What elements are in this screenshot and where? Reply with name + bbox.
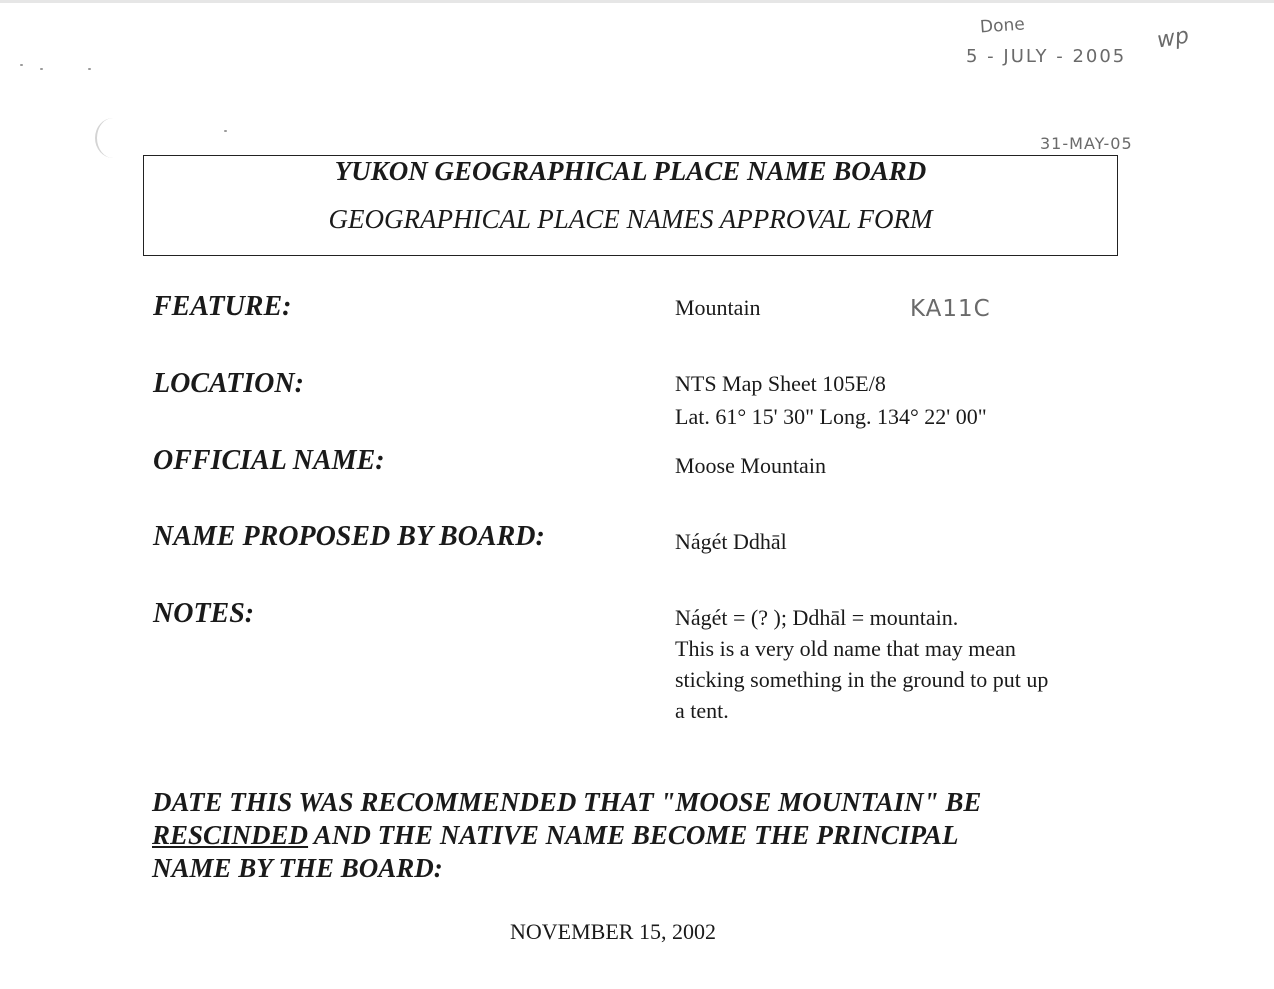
proposed-name-label: NAME PROPOSED BY BOARD:: [153, 521, 545, 552]
scan-speck: [20, 64, 23, 66]
scan-speck: [40, 68, 43, 70]
notes-line: a tent.: [675, 698, 729, 723]
board-title: YUKON GEOGRAPHICAL PLACE NAME BOARD: [334, 156, 927, 186]
proposed-name-value: Nágét Ddhāl: [675, 529, 787, 554]
handwritten-done-note: Done: [979, 14, 1026, 38]
scan-speck: [88, 68, 91, 70]
notes-line: Nágét = (? ); Ddhāl = mountain.: [675, 605, 959, 630]
official-name-label: OFFICIAL NAME:: [153, 445, 385, 476]
recommendation-line-rest: AND THE NATIVE NAME BECOME THE PRINCIPAL: [308, 820, 959, 850]
location-map-sheet: NTS Map Sheet 105E/8: [675, 371, 886, 396]
notes-line: sticking something in the ground to put up: [675, 667, 1049, 692]
official-name-value: Moose Mountain: [675, 453, 826, 478]
punch-hole-mark: [95, 118, 131, 158]
location-coordinates: Lat. 61° 15' 30" Long. 134° 22' 00": [675, 404, 987, 429]
recommendation-line: DATE THIS WAS RECOMMENDED THAT "MOOSE MOUNTAIN" BE: [152, 787, 982, 817]
recommendation-date: NOVEMBER 15, 2002: [510, 919, 716, 944]
rescinded-word: RESCINDED: [152, 820, 309, 850]
handwritten-initials: wp: [1155, 23, 1191, 54]
form-subtitle: GEOGRAPHICAL PLACE NAMES APPROVAL FORM: [328, 204, 933, 234]
handwritten-done-date: 5 - JULY - 2005: [966, 46, 1127, 67]
feature-value: Mountain: [675, 295, 761, 320]
feature-label: FEATURE:: [153, 291, 292, 322]
location-label: LOCATION:: [153, 368, 304, 399]
handwritten-received-date: 31-MAY-05: [1040, 134, 1133, 153]
recommendation-line: [152, 819, 1112, 852]
recommendation-line: NAME BY THE BOARD:: [152, 853, 443, 883]
scan-speck: [224, 130, 227, 132]
recommendation-statement: [152, 786, 1112, 885]
notes-label: NOTES:: [153, 598, 255, 629]
form-header-box: [143, 155, 1118, 256]
handwritten-map-code: KA11C: [910, 296, 991, 322]
notes-line: This is a very old name that may mean: [675, 636, 1016, 661]
scan-top-edge: [0, 0, 1274, 3]
